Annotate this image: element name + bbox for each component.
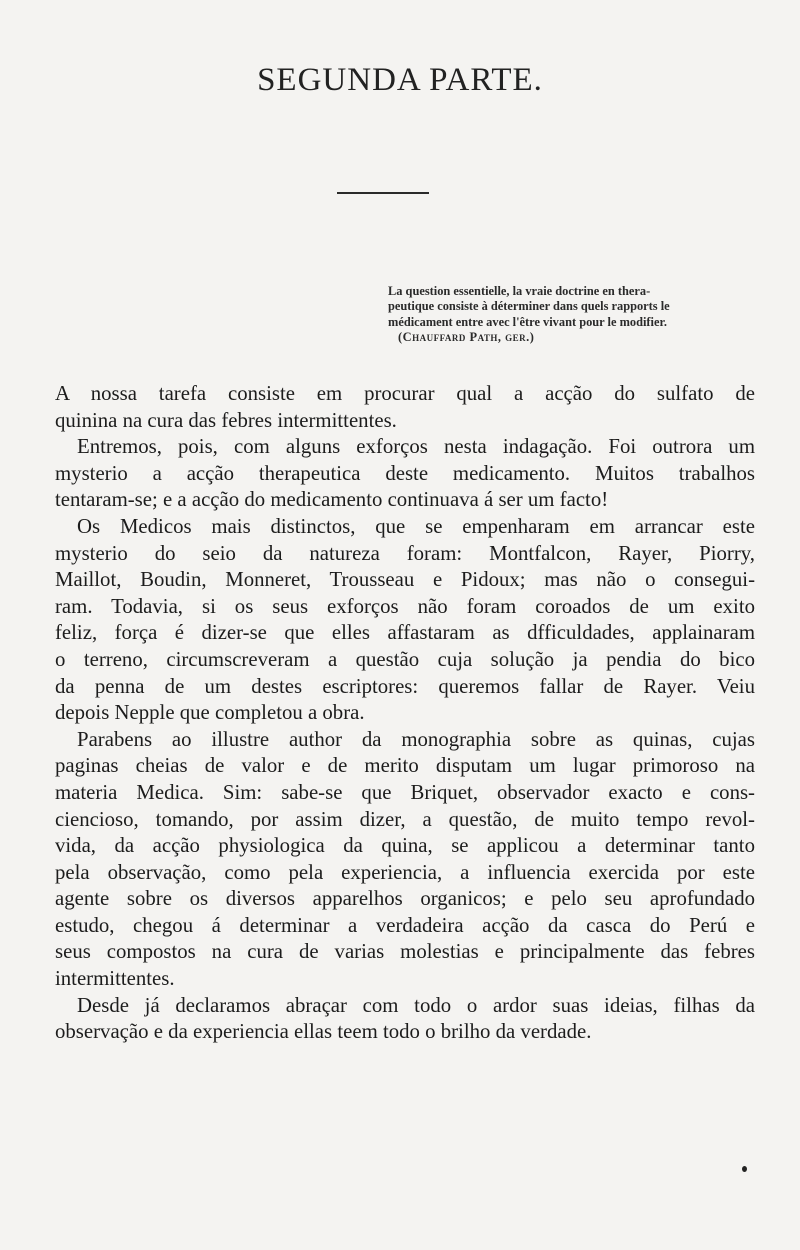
title-divider (337, 192, 429, 194)
text-line: depois Nepple que completou a obra. (55, 701, 365, 725)
text-line: da penna de um destes escriptores: queremos fallar de Rayer. Veiu (55, 674, 755, 698)
text-line: feliz, força é dizer-se que elles affastaram as dfficuldades, applainaram (55, 621, 755, 645)
part-title: SEGUNDA PARTE. (257, 62, 543, 98)
text-line: Desde já declaramos abraçar com todo o ardor suas ideias, filhas da (77, 993, 755, 1017)
text-line: tentaram-se; e a acção do medicamento continuava á ser um facto! (55, 488, 609, 512)
text-line: o terreno, circumscreveram a questão cuja solução ja pendia do bico (55, 647, 755, 671)
epigraph-line: peutique consiste à déterminer dans quels rapports le (388, 299, 670, 314)
epigraph-quote (388, 284, 748, 346)
text-line: Parabens ao illustre author da monographia sobre as quinas, cujas (77, 727, 755, 751)
text-line: Entremos, pois, com alguns exforços nesta indagação. Foi outrora um (77, 435, 755, 459)
text-line: estudo, chegou á determinar a verdadeira acção da casca do Perú e (55, 913, 755, 937)
epigraph-attribution: (Chauffard Path, ger.) (398, 330, 535, 345)
body-text (55, 381, 755, 1046)
text-line: mysterio a acção therapeutica deste medicamento. Muitos trabalhos (55, 461, 755, 485)
text-line: agente sobre os diversos apparelhos organicos; e pelo seu aprofundado (55, 887, 755, 911)
text-line: observação e da experiencia ellas teem todo o brilho da verdade. (55, 1020, 592, 1044)
text-line: intermittentes. (55, 967, 175, 991)
text-line: Os Medicos mais distinctos, que se empenharam em arrancar este (77, 514, 755, 538)
text-line: mysterio do seio da natureza foram: Montfalcon, Rayer, Piorry, (55, 541, 755, 565)
text-line: quinina na cura das febres intermittentes. (55, 408, 397, 432)
ink-mark (742, 1166, 747, 1172)
text-line: A nossa tarefa consiste em procurar qual a acção do sulfato de (55, 382, 755, 405)
text-line: seus compostos na cura de varias molestias e principalmente das febres (55, 940, 755, 964)
text-line: ram. Todavia, si os seus exforços não foram coroados de um exito (55, 594, 755, 618)
epigraph-line: La question essentielle, la vraie doctrine en thera- (388, 284, 651, 298)
text-line: paginas cheias de valor e de merito disputam um lugar primoroso na (55, 754, 755, 778)
text-line: Maillot, Boudin, Monneret, Trousseau e Pidoux; mas não o consegui- (55, 568, 755, 592)
text-line: materia Medica. Sim: sabe-se que Briquet, observador exacto e cons- (55, 780, 755, 804)
epigraph-line: médicament entre avec l'être vivant pour le modifier. (388, 314, 667, 329)
text-line: ciencioso, tomando, por assim dizer, a questão, de muito tempo revol- (55, 807, 755, 831)
text-line: vida, da acção physiologica da quina, se applicou a determinar tanto (55, 834, 755, 858)
text-line: pela observação, como pela experiencia, a influencia exercida por este (55, 860, 755, 884)
